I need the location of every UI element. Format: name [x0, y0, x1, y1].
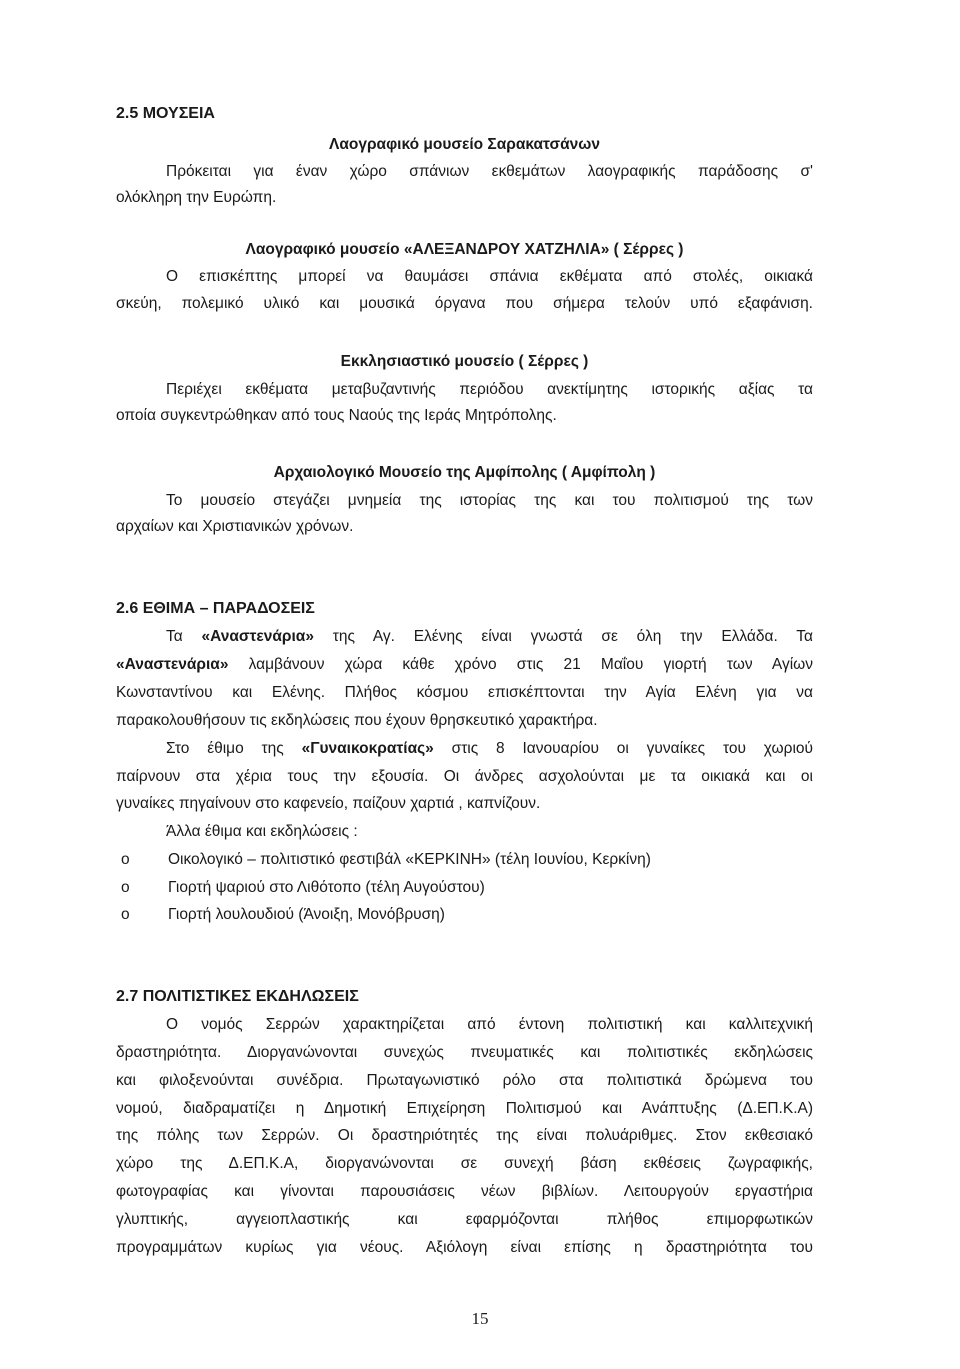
other-customs-intro: Άλλα έθιμα και εκδηλώσεις : — [166, 823, 358, 840]
paragraph-line: της πόλης των Σερρών. Οι δραστηριότητές της είναι πολυάριθμες. Στον εκθεσιακό — [116, 1127, 813, 1144]
list-item: Γιορτή λουλουδιού (Άνοιξη, Μονόβρυση) — [168, 906, 445, 923]
paragraph-line — [116, 653, 813, 677]
list-item: Οικολογικό – πολιτιστικό φεστιβάλ «ΚΕΡΚΙΝΗ» (τέλη Ιουνίου, Κερκίνη) — [168, 851, 651, 868]
paragraph-line: οποία συγκεντρώθηκαν από τους Ναούς της Ιεράς Μητρόπολης. — [116, 407, 557, 424]
text-run: λαμβάνουν χώρα κάθε χρόνο στις 21 Μαΐου γιορτή των Αγίων — [228, 656, 813, 673]
museum-title-sarakatsani: Λαογραφικό μουσείο Σαρακατσάνων — [329, 136, 600, 153]
paragraph-line — [166, 737, 813, 761]
text-run: της Αγ. Ελένης είναι γνωστά σε όλη την Ελλάδα. Τα — [313, 628, 813, 645]
paragraph-line: Ο επισκέπτης μπορεί να θαυμάσει σπάνια εκθέματα από στολές, οικιακά — [166, 268, 813, 285]
page-number: 15 — [471, 1309, 489, 1328]
bullet-marker: o — [121, 879, 130, 896]
paragraph-line: Κωνσταντίνου και Ελένης. Πλήθος κόσμου επισκέπτονται την Αγία Ελένη για να — [116, 684, 813, 701]
paragraph-line: γυναίκες πηγαίνουν στο καφενείο, παίζουν χαρτιά , καπνίζουν. — [116, 795, 541, 812]
paragraph-line: Πρόκειται για έναν χώρο σπάνιων εκθεμάτων λαογραφικής παράδοσης σ' — [166, 163, 813, 180]
list-item: Γιορτή ψαριού στο Λιθότοπο (τέλη Αυγούστου) — [168, 879, 485, 896]
paragraph-line: γλυπτικής, αγγειοπλαστικής και εφαρμόζονται πλήθος επιμορφωτικών — [116, 1211, 813, 1228]
bold-term-gynaikokratia: «Γυναικοκρατίας» — [301, 740, 434, 757]
text-run: στις 8 Ιανουαρίου οι γυναίκες του χωριού — [433, 740, 813, 757]
paragraph-line — [166, 625, 813, 649]
paragraph-line: Περιέχει εκθέματα μεταβυζαντινής περιόδου ανεκτίμητης ιστορικής αξίας τα — [166, 381, 813, 398]
bullet-marker: o — [121, 851, 130, 868]
paragraph-line: Ο νομός Σερρών χαρακτηρίζεται από έντονη πολιτιστική και καλλιτεχνική — [166, 1016, 813, 1033]
paragraph-line: φωτογραφίας και γίνονται παρουσιάσεις νέων βιβλίων. Λειτουργούν εργαστήρια — [116, 1183, 813, 1200]
museum-title-ecclesiastical: Εκκλησιαστικό μουσείο ( Σέρρες ) — [340, 353, 589, 370]
museum-title-chatzilia: Λαογραφικό μουσείο «ΑΛΕΞΑΝΔΡΟΥ ΧΑΤΖΗΛΙΑ» ( Σέρρες ) — [245, 241, 684, 258]
paragraph-line: Το μουσείο στεγάζει μνημεία της ιστορίας της και του πολιτισμού της των — [166, 492, 813, 509]
paragraph-line: ολόκληρη την Ευρώπη. — [116, 189, 277, 206]
paragraph-line: παρακολουθήσουν τις εκδηλώσεις που έχουν θρησκευτικό χαρακτήρα. — [116, 712, 598, 729]
bullet-marker: o — [121, 906, 130, 923]
paragraph-line: προγραμμάτων κυρίως για νέους. Αξιόλογη είναι επίσης η δραστηριότητα του — [116, 1239, 813, 1256]
paragraph-line: αρχαίων και Χριστιανικών χρόνων. — [116, 518, 354, 535]
paragraph-line: παίρνουν στα χέρια τους την εξουσία. Οι άνδρες ασχολούνται με τα οικιακά και οι — [116, 768, 813, 785]
section-heading-customs: 2.6 ΕΘΙΜΑ – ΠΑΡΑΔΟΣΕΙΣ — [116, 600, 315, 617]
paragraph-line: σκεύη, πολεμικό υλικό και μουσικά όργανα που σήμερα τελούν υπό εξαφάνιση. — [116, 295, 813, 312]
paragraph-line: και φιλοξενούνται συνέδρια. Πρωταγωνιστικό ρόλο στα πολιτιστικά δρώμενα του — [116, 1072, 813, 1089]
paragraph-line: δραστηριότητα. Διοργανώνονται συνεχώς πνευματικές και πολιτιστικές εκδηλώσεις — [116, 1044, 813, 1061]
paragraph-line: χώρο της Δ.ΕΠ.Κ.Α, διοργανώνονται σε συνεχή βάση εκθέσεις ζωγραφικής, — [116, 1155, 813, 1172]
bold-term-anastenaria: «Αναστενάρια» — [201, 628, 314, 645]
text-run: Στο έθιμο της — [166, 740, 302, 757]
section-heading-cultural-events: 2.7 ΠΟΛΙΤΙΣΤΙΚΕΣ ΕΚΔΗΛΩΣΕΙΣ — [116, 988, 359, 1005]
section-heading-museums: 2.5 ΜΟΥΣΕΙΑ — [116, 105, 215, 122]
paragraph-line: νομού, διαδραματίζει η Δημοτική Επιχείρηση Πολιτισμού και Ανάπτυξης (Δ.ΕΠ.Κ.Α) — [116, 1100, 813, 1117]
museum-title-amphipolis: Αρχαιολογικό Μουσείο της Αμφίπολης ( Αμφίπολη ) — [273, 464, 656, 481]
bold-term-anastenaria: «Αναστενάρια» — [116, 656, 229, 673]
text-run: Τα — [166, 628, 202, 645]
